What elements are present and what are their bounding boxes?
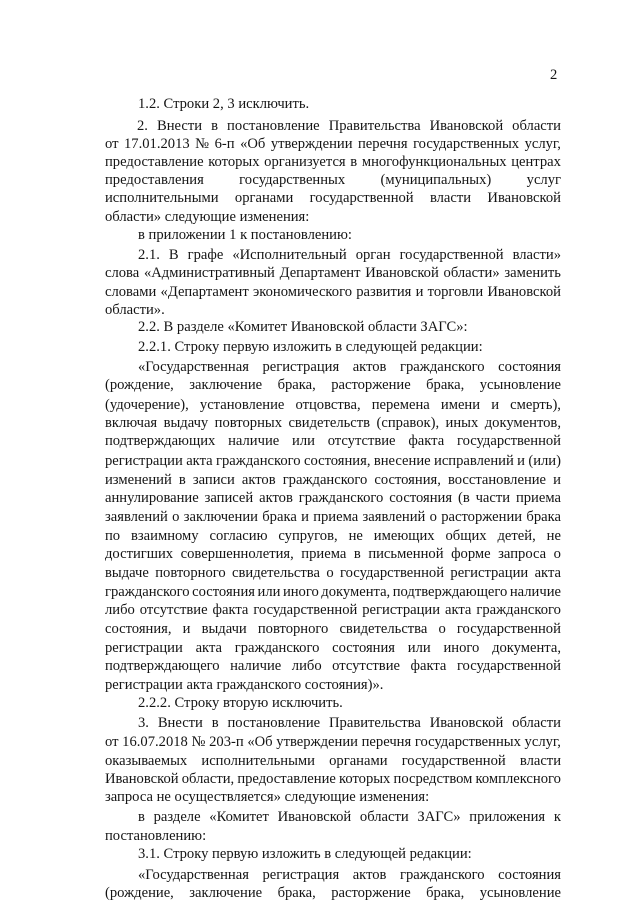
text-line: «Государственная регистрация актов гражданского состояния xyxy=(138,867,561,883)
text-line: в разделе «Комитет Ивановской области ЗАГС» приложения к xyxy=(138,809,561,825)
text-line: слова «Административный Департамент Ивановской области» заменить xyxy=(105,265,561,281)
text-line: состояния, и выдачи повторного свидетельства о государственной xyxy=(105,621,561,637)
text-line: заявлений о заключении брака и приема заявлений о расторжении брака xyxy=(105,509,561,525)
text-line: (удочерение), установление отцовства, перемена имени и смерть), xyxy=(105,397,561,413)
text-line: в приложении 1 к постановлению: xyxy=(138,227,352,243)
text-line: словами «Департамент экономического развития и торговли Ивановской xyxy=(105,284,561,300)
text-line: 2.1. В графе «Исполнительный орган государственной власти» xyxy=(138,247,561,263)
text-line: 3.1. Строку первую изложить в следующей редакции: xyxy=(138,846,472,862)
text-line: подтверждающих наличие или отсутствие факта государственной xyxy=(105,433,561,449)
text-line: исполнительными органами государственной власти Ивановской xyxy=(105,190,561,206)
text-line: по взаимному согласию супругов, не имеющих общих детей, не xyxy=(105,528,561,544)
text-line: (рождение, заключение брака, расторжение брака, усыновление xyxy=(105,885,561,901)
text-line: подтверждающего наличие либо отсутствие факта государственной xyxy=(105,658,561,674)
text-line: регистрации акта гражданского состояния)». xyxy=(105,677,384,693)
text-line: 3. Внести в постановление Правительства Ивановской области xyxy=(138,715,561,731)
text-line: 2. Внести в постановление Правительства Ивановской области xyxy=(137,118,561,134)
text-line: 2.2. В разделе «Комитет Ивановской области ЗАГС»: xyxy=(138,319,468,335)
text-line: включая выдачу повторных свидетельств (справок), иных документов, xyxy=(105,415,561,431)
text-line: предоставление которых организуется в многофункциональных центрах xyxy=(105,154,561,170)
text-line: от 16.07.2018 № 203-п «Об утверждении перечня государственных услуг, xyxy=(105,734,561,750)
text-line: области» следующие изменения: xyxy=(105,209,310,225)
text-line: регистрации акта гражданского состояния, внесение исправлений и (или) xyxy=(105,453,561,469)
text-line: 2.2.2. Строку вторую исключить. xyxy=(138,695,343,711)
text-line: оказываемых исполнительными органами государственной власти xyxy=(105,753,561,769)
text-line: области». xyxy=(105,302,165,318)
text-line: гражданского состояния или иного документа, подтверждающего наличие xyxy=(105,584,561,600)
text-line: 1.2. Строки 2, 3 исключить. xyxy=(138,96,310,112)
page-number: 2 xyxy=(550,67,558,83)
text-line: аннулирование записей актов гражданского состояния (в части приема xyxy=(105,490,561,506)
text-line: запроса не осуществляется» следующие изменения: xyxy=(105,789,430,805)
text-line: постановлению: xyxy=(105,828,207,844)
text-line: достигших совершеннолетия, приема в письменной форме запроса о xyxy=(105,546,561,562)
text-line: предоставления государственных (муниципальных) услуг xyxy=(105,172,561,188)
text-line: либо отсутствие факта государственной регистрации акта гражданского xyxy=(105,602,561,618)
text-line: изменений в записи актов гражданского состояния, восстановление и xyxy=(105,472,561,488)
text-line: «Государственная регистрация актов гражданского состояния xyxy=(138,359,561,375)
text-line: регистрации акта гражданского состояния или иного документа, xyxy=(105,640,561,656)
text-line: выдаче повторного свидетельства о государственной регистрации акта xyxy=(105,565,561,581)
text-line: от 17.01.2013 № 6-п «Об утверждении перечня государственных услуг, xyxy=(105,136,561,152)
text-line: 2.2.1. Строку первую изложить в следующей редакции: xyxy=(138,339,483,355)
text-line: (рождение, заключение брака, расторжение брака, усыновление xyxy=(105,377,561,393)
text-line: Ивановской области, предоставление которых посредством комплексного xyxy=(105,771,561,787)
